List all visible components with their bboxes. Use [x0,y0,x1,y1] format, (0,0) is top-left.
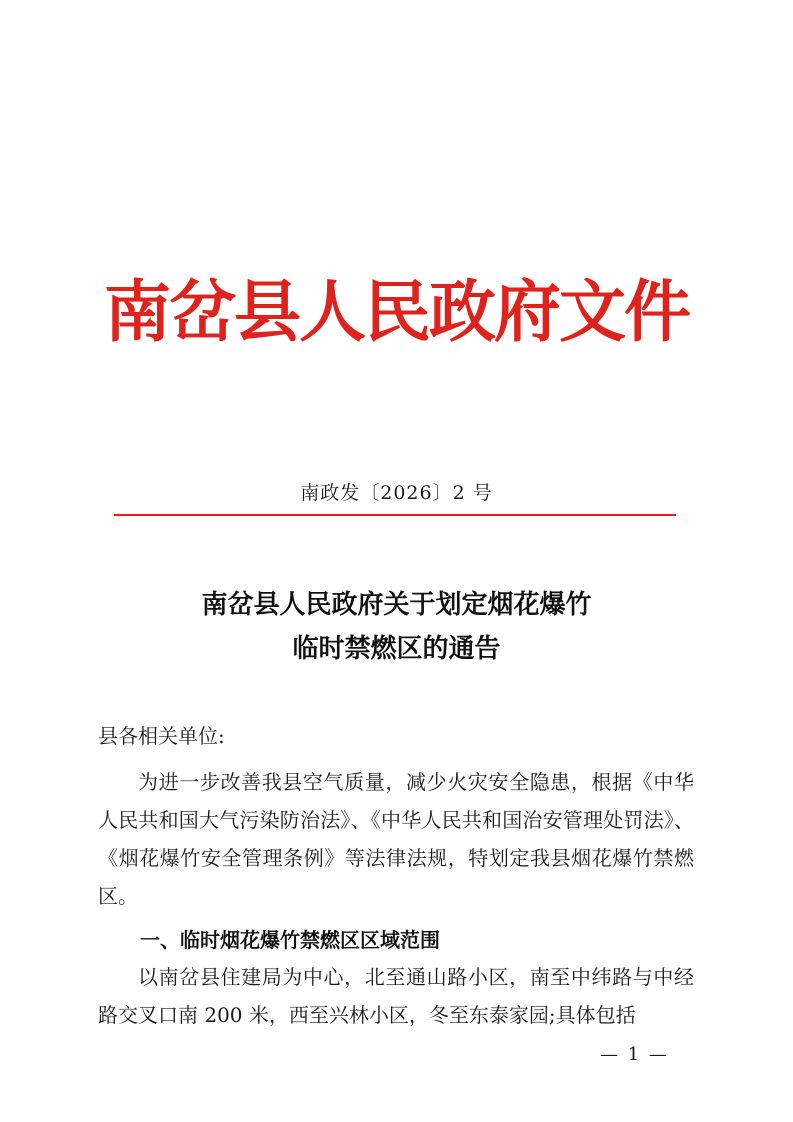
document-masthead: 南岔县人民政府文件 [104,272,689,351]
document-title-line-2: 临时禁燃区的通告 [292,634,501,664]
section-heading-1: 一、临时烟花爆竹禁燃区区域范围 [140,928,440,952]
body-paragraph-1: 为进一步改善我县空气质量，减少火灾安全隐患，根据《中华人民共和国大气污染防治法》、《中华人民共和国治安管理处罚法》、《烟花爆竹安全管理条例》等法律法规，特划定我县烟花爆竹禁燃区。 [98,770,694,908]
red-divider-line [114,514,676,516]
body-paragraph-2: 以南岔县住建局为中心，北至通山路小区，南至中纬路与中经路交叉口南 200 米，西至兴林小区，冬至东泰家园;具体包括 [98,965,694,1027]
document-title [0,583,793,671]
page-number: — 1 — [600,1044,669,1065]
document-number: 南政发〔2026〕2 号 [300,482,493,504]
salutation: 县各相关单位: [98,724,225,748]
document-title-line-1: 南岔县人民政府关于划定烟花爆竹 [201,590,592,620]
